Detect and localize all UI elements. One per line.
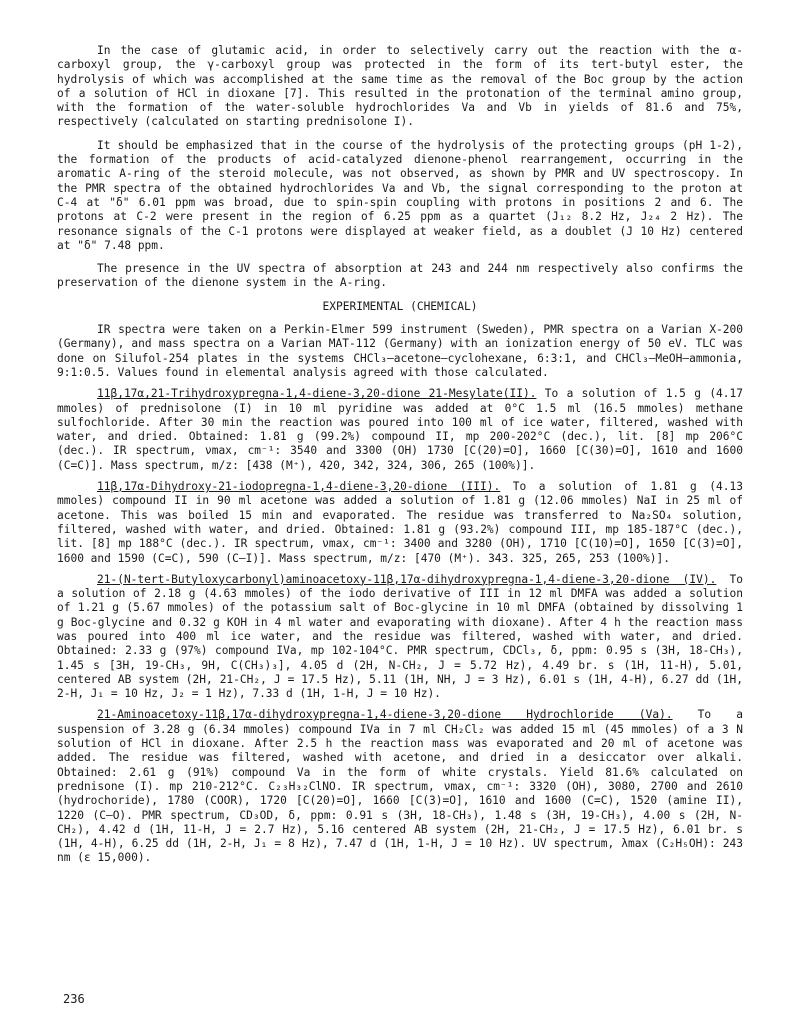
compound-name: 11β,17α,21-Trihydroxypregna-1,4-diene-3,20-dione 21-Mesylate(II). [97, 387, 537, 401]
compound-procedure-ii [57, 387, 743, 473]
paragraph-experimental-intro: IR spectra were taken on a Perkin-Elmer 599 instrument (Sweden), PMR spectra on a Varian X-200 (Germany), and mass spectra on a Varian MAT-112 (Germany) with an ionization energy of 50 eV. TLC was done on Silufol-254 plates in the systems CHCl₃–acetone–cyclohexane, 6:3:1, and CHCl₃–MeOH–ammonia, 9:1:0.5. Values found in elemental analysis agreed with those calculated. [57, 323, 743, 379]
compound-procedure-iii [57, 480, 743, 566]
paragraph-uv-spectra: The presence in the UV spectra of absorption at 243 and 244 nm respectively also confirms the preservation of the dienone system in the A-ring. [57, 262, 743, 290]
page-number: 236 [63, 992, 85, 1006]
compound-name: 21-(N-tert-Butyloxycarbonyl)aminoacetoxy-11β,17α-dihydroxypregna-1,4-diene-3,20-dione (IV). [97, 572, 717, 586]
paragraph-hydrolysis-emphasis: It should be emphasized that in the course of the hydrolysis of the protecting groups (pH 1-2), the formation of the products of acid-catalyzed dienone-phenol rearrangement, occurring in the aromatic A-ring of the steroid molecule, was not observed, as shown by PMR and UV spectroscopy. In the PMR spectra of the obtained hydrochlorides Va and Vb, the signal corresponding to the proton at C-4 at "δ" 6.01 ppm was broad, due to spin-spin coupling with protons in positions 2 and 6. The protons at C-2 were present in the region of 6.25 ppm as a quartet (J₁₂ 8.2 Hz, J₂₄ 2 Hz). The resonance signals of the C-1 protons were displayed at weaker field, as a doublet (J 10 Hz) centered at "δ" 7.48 ppm. [57, 138, 743, 252]
compound-body: To a solution of 1.81 g (4.13 mmoles) compound II in 90 ml acetone was added a solution of 1.81 g (12.06 mmoles) NaI in 25 ml of acetone. This was boiled 15 min and evaporated. The residue was transferred to Na₂SO₄ solution, filtered, washed with water, and dried. Obtained: 1.81 g (93.2%) compound III, mp 185-187°C (dec.), lit. [8] mp 188°C (dec.). IR spectrum, νmax, cm⁻¹: 3400 and 3280 (OH), 1710 [C(10)=O], 1650 [C(3)=O], 1600 and 1590 (C=C), 590 (C–I)]. Mass spectrum, m/z: [470 (M⁺). 343. 325, 265, 253 (100%)]. [57, 480, 743, 565]
compound-name: 21-Aminoacetoxy-11β,17α-dihydroxypregna-1,4-diene-3,20-dione Hydrochloride (Va). [97, 708, 673, 722]
compound-procedure-iv [57, 573, 743, 702]
compound-procedure-va [57, 708, 743, 865]
document-page [57, 44, 743, 873]
compound-name: 11β,17α-Dihydroxy-21-iodopregna-1,4-diene-3,20-dione (III). [97, 480, 501, 494]
paragraph-glutamic-acid: In the case of glutamic acid, in order to selectively carry out the reaction with the α-carboxyl group, the γ-carboxyl group was protected in the form of its tert-butyl ester, the hydrolysis of which was accomplished at the same time as the removal of the Boc group by the action of a solution of HCl in dioxane [7]. This resulted in the protonation of the terminal amino group, with the formation of the water-soluble hydrochlorides Va and Vb in yields of 81.6 and 75%, respectively (calculated on starting prednisolone I). [57, 44, 743, 129]
section-heading: EXPERIMENTAL (CHEMICAL) [322, 299, 478, 313]
compound-body: To a solution of 2.18 g (4.63 mmoles) of the iodo derivative of III in 12 ml DMFA was added a solution of 1.21 g (5.67 mmoles) of the potassium salt of Boc-glycine in 10 ml DMFA (obtained by dissolving 1 g Boc-glycine and 0.32 g KOH in 4 ml water and evaporating with dioxane). After 4 h the reaction mass was poured into 400 ml ice water, and the residue was filtered, washed with water, and dried. Obtained: 2.33 g (97%) compound IVa, mp 102-104°C. PMR spectrum, CDCl₃, δ, ppm: 0.95 s (3H, 18-CH₃), 1.45 s [3H, 19-CH₃, 9H, C(CH₃)₃], 4.05 d (2H, N-CH₂, J = 5.72 Hz), 4.49 br. s (1H, 11-H), 5.01, centered AB system (2H, 21-CH₂, J = 17.5 Hz), 5.11 (1H, NH, J = 3 Hz), 6.01 s (1H, 4-H), 6.27 dd (1H, 2-H, J₁ = 10 Hz, J₂ = 1 Hz), 7.33 d (1H, 1-H, J = 10 Hz). [57, 572, 743, 701]
compound-body: To a suspension of 3.28 g (6.34 mmoles) compound IVa in 7 ml CH₂Cl₂ was added 15 ml (45 mmoles) of a 3 N solution of HCl in dioxane. After 2.5 h the reaction mass was evaporated and 20 ml of acetone was added. The residue was filtered, washed with acetone, and dried in a desiccator over alkali. Obtained: 2.61 g (91%) compound Va in the form of white crystals. Yield 81.6% calculated on prednisone (I). mp 210-212°C. C₂₃H₃₂ClNO. IR spectrum, νmax, cm⁻¹: 3320 (OH), 3080, 2700 and 2610 (hydrochoride), 1780 (COOR), 1720 [C(20)=O], 1660 [C(3)=O], 1610 and 1600 (C=C), 1520 (amine II), 1220 (C–O). PMR spectrum, CD₃OD, δ, ppm: 0.91 s (3H, 18-CH₃), 1.48 s (3H, 19-CH₃), 4.00 s (2H, N-CH₂), 4.42 d (1H, 11-H, J = 2.7 Hz), 5.16 centered AB system (2H, 21-CH₂, J = 17.5 Hz), 6.01 br. s (1H, 4-H), 6.25 dd (1H, 2-H, J₁ = 8 Hz), 7.47 d (1H, 1-H, J = 10 Hz). UV spectrum, λmax (C₂H₅OH): 243 nm (ε 15,000). [57, 708, 743, 865]
compound-body: To a solution of 1.5 g (4.17 mmoles) of prednisolone (I) in 10 ml pyridine was added at 0°C 1.5 ml (16.5 mmoles) methane sulfochloride. After 30 min the reaction was poured into 100 ml of ice water, filtered, washed with water, and dried. Obtained: 1.81 g (99.2%) compound II, mp 200-202°C (dec.), lit. [8] mp 206°C (dec.). IR spectrum, νmax, cm⁻¹: 3540 and 3300 (OH) 1730 [C(20)=O], 1660 [C(30)=O], 1610 and 1600 (C=C)]. Mass spectrum, m/z: [438 (M⁺), 420, 342, 324, 306, 265 (100%)]. [57, 387, 744, 472]
